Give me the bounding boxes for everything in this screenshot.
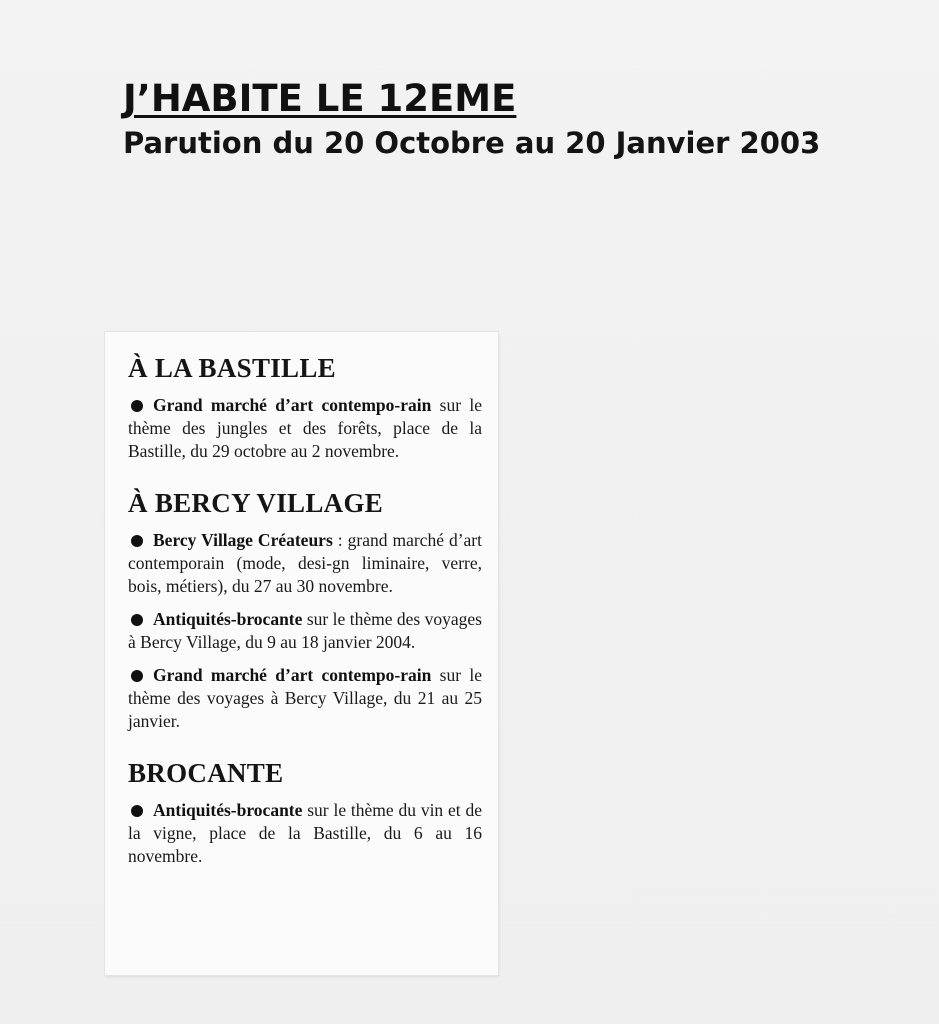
bullet-icon	[131, 805, 143, 817]
event-name: Antiquités-brocante	[153, 609, 303, 629]
section-title: À BERCY VILLAGE	[128, 488, 384, 518]
event-details: sur le thème des voyages à Bercy Village, du 21 au 25 janvier.	[128, 665, 482, 731]
event-details: sur le thème des jungles et des forêts, place de la Bastille, du 29 octobre au 2 novembre.	[128, 395, 482, 461]
event-name: Antiquités-brocante	[153, 800, 303, 820]
page-title: J’HABITE LE 12EME	[123, 77, 517, 120]
event-entry	[128, 799, 482, 868]
section-brocante	[128, 757, 482, 868]
section-bercy-village	[128, 487, 482, 733]
section-bastille	[128, 352, 482, 463]
event-name: Grand marché d’art contempo-rain	[153, 395, 432, 415]
page-subtitle: Parution du 20 Octobre au 20 Janvier 2003	[123, 126, 821, 160]
newspaper-clipping	[105, 332, 498, 975]
event-entry	[128, 608, 482, 654]
bullet-icon	[131, 670, 143, 682]
event-name: Grand marché d’art contempo-rain	[153, 665, 432, 685]
event-details: sur le thème des voyages à Bercy Village, du 9 au 18 janvier 2004.	[128, 609, 482, 652]
event-details: : grand marché d’art contemporain (mode, desi-gn liminaire, verre, bois, métiers), du 27 au 30 novembre.	[128, 530, 482, 596]
event-details: sur le thème du vin et de la vigne, place de la Bastille, du 6 au 16 novembre.	[128, 800, 482, 866]
event-name: Bercy Village Créateurs	[153, 530, 333, 550]
event-entry	[128, 394, 482, 463]
event-entry	[128, 529, 482, 598]
bullet-icon	[131, 400, 143, 412]
bullet-icon	[131, 614, 143, 626]
section-title: BROCANTE	[128, 758, 284, 788]
event-entry	[128, 664, 482, 733]
section-title: À LA BASTILLE	[128, 353, 336, 383]
bullet-icon	[131, 535, 143, 547]
page-header	[123, 78, 903, 160]
